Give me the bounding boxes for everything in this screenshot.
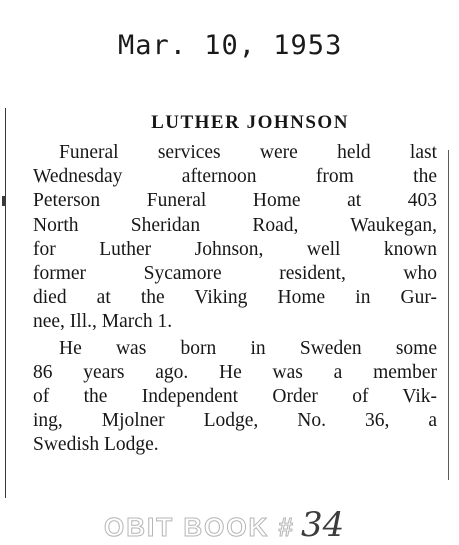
article-line: Wednesday afternoon from the (33, 166, 437, 188)
clipping-date: Mar. 10, 1953 (118, 30, 343, 61)
article-line: of the Independent Order of Vik- (33, 385, 437, 407)
obituary-headline: LUTHER JOHNSON (151, 112, 349, 133)
article-line: Funeral services were held last (59, 142, 437, 163)
obituary-article (33, 141, 437, 457)
obit-book-stamp (104, 505, 345, 545)
left-column-rule (5, 108, 6, 498)
right-column-rule (448, 150, 449, 480)
obituary-paragraph-1 (33, 141, 437, 335)
obit-book-label: OBIT BOOK # (104, 512, 296, 542)
article-line: for Luther Johnson, well known (33, 238, 437, 260)
article-line: He was born in Sweden some (59, 337, 437, 359)
article-line: North Sheridan Road, Waukegan, (33, 214, 437, 236)
obit-book-number: 34 (301, 505, 345, 545)
article-line: Peterson Funeral Home at 403 (33, 190, 437, 212)
article-line: nee, Ill., March 1. (33, 311, 173, 333)
article-line: Swedish Lodge. (33, 434, 159, 456)
obituary-paragraph-2 (33, 337, 437, 458)
article-line: 86 years ago. He was a member (33, 361, 437, 383)
article-line: ing, Mjolner Lodge, No. 36, a (33, 410, 437, 432)
article-line: died at the Viking Home in Gur- (33, 287, 437, 309)
left-rule-tick (2, 196, 6, 206)
article-line: former Sycamore resident, who (33, 262, 437, 284)
